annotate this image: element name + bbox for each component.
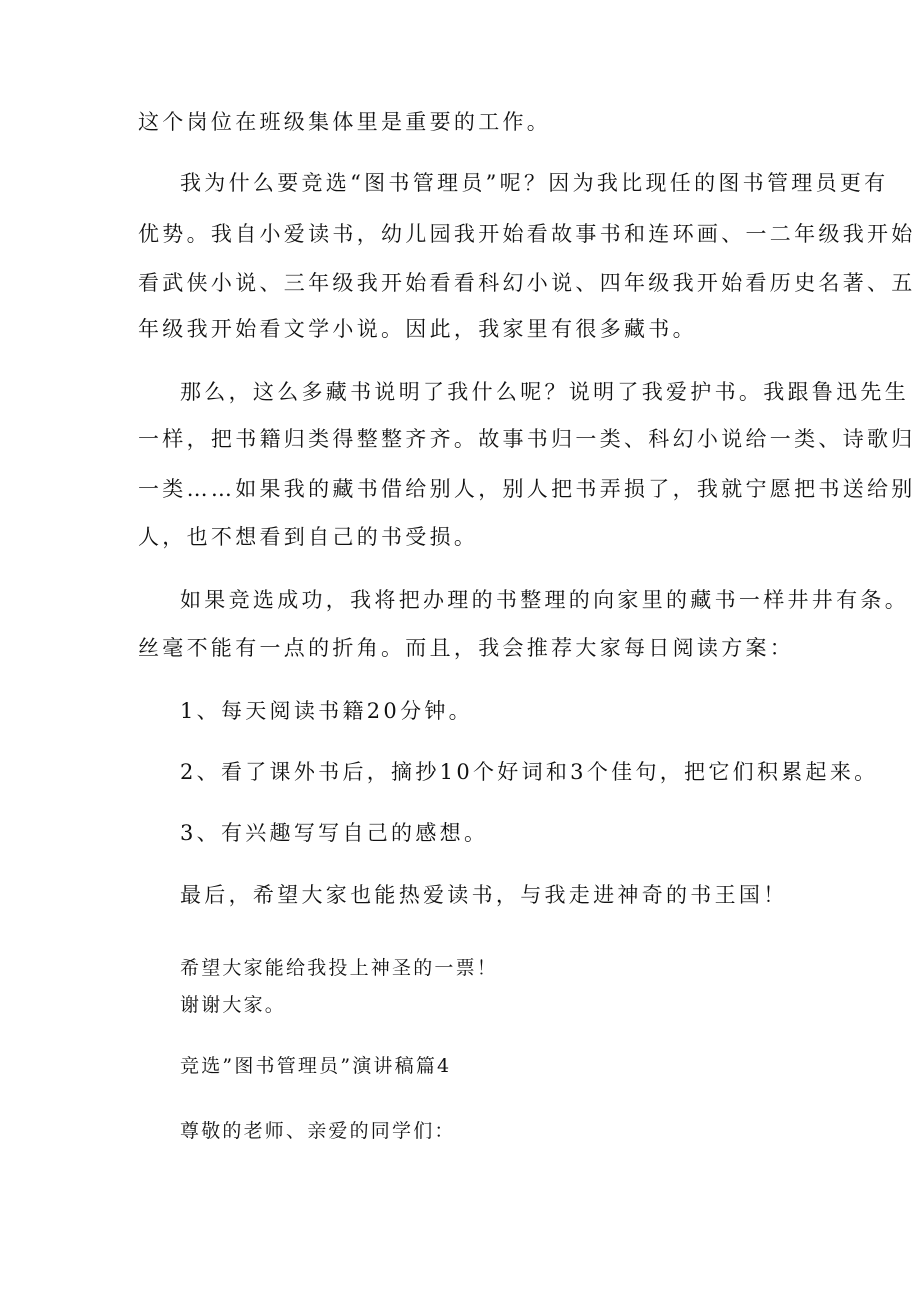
list-item: 1、每天阅读书籍20分钟。 xyxy=(180,699,473,723)
text-line: 那么，这么多藏书说明了我什么呢？说明了我爱护书。我跟鲁迅先生 xyxy=(180,380,909,404)
text-line: 人，也不想看到自己的书受损。 xyxy=(138,525,479,549)
text-line: 希望大家能给我投上神圣的一票！ xyxy=(180,957,499,979)
text-line: 年级我开始看文学小说。因此，我家里有很多藏书。 xyxy=(138,317,697,341)
section-heading: 竞选”图书管理员”演讲稿篇4 xyxy=(180,1055,452,1077)
list-item: 2、看了课外书后，摘抄10个好词和3个佳句，把它们积累起来。 xyxy=(180,760,879,784)
salutation: 尊敬的老师、亲爱的同学们： xyxy=(180,1120,456,1142)
text-line: 这个岗位在班级集体里是重要的工作。 xyxy=(138,110,552,134)
text-line: 丝毫不能有一点的折角。而且，我会推荐大家每日阅读方案： xyxy=(138,636,795,660)
text-line: 一类……如果我的藏书借给别人，别人把书弄损了，我就宁愿把书送给别 xyxy=(138,477,916,501)
text-line: 谢谢大家。 xyxy=(180,994,287,1016)
text-line: 最后，希望大家也能热爱读书，与我走进神奇的书王国！ xyxy=(180,883,788,907)
text-line: 如果竞选成功，我将把办理的书整理的向家里的藏书一样井井有条。 xyxy=(180,588,909,612)
text-line: 优势。我自小爱读书，幼儿园我开始看故事书和连环画、一二年级我开始 xyxy=(138,222,916,246)
text-line: 一样，把书籍归类得整整齐齐。故事书归一类、科幻小说给一类、诗歌归 xyxy=(138,427,916,451)
text-line: 我为什么要竞选“图书管理员”呢？因为我比现任的图书管理员更有 xyxy=(180,171,889,195)
list-item: 3、有兴趣写写自己的感想。 xyxy=(180,821,489,845)
text-line: 看武侠小说、三年级我开始看看科幻小说、四年级我开始看历史名著、五 xyxy=(138,271,916,295)
